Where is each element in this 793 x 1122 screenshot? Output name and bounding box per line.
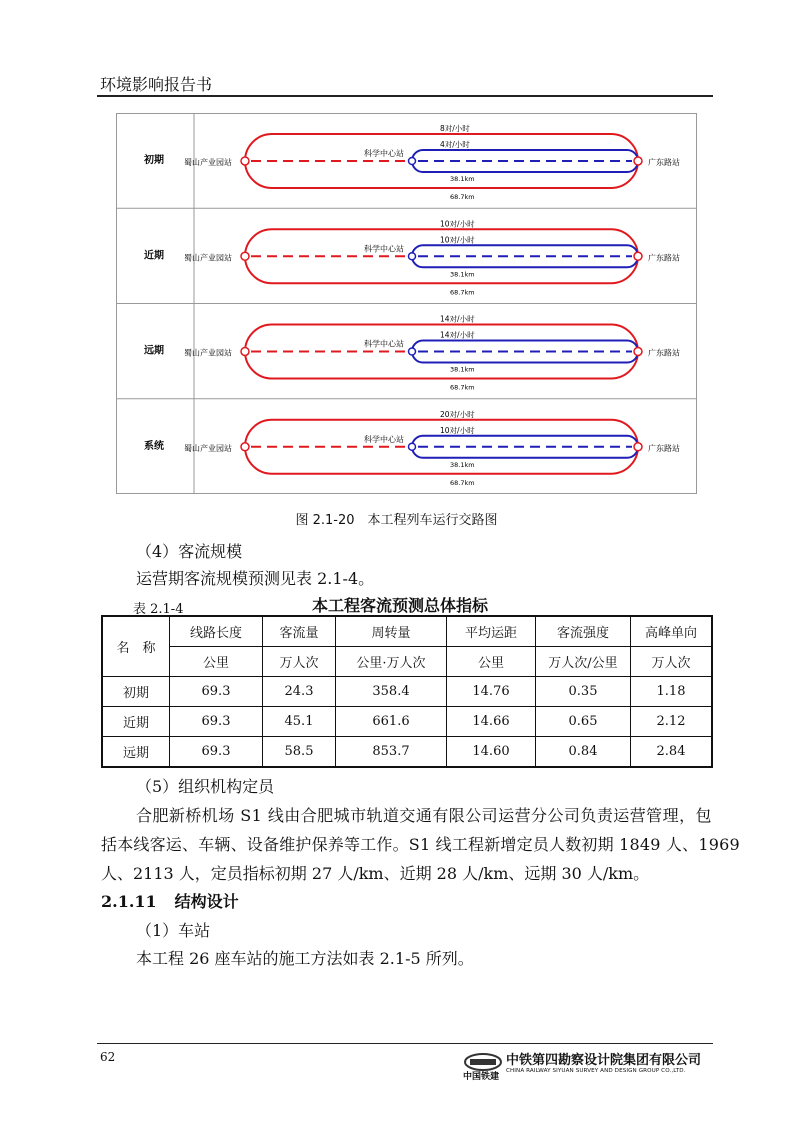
table-cell: 69.3 xyxy=(170,737,263,768)
left-station-label: 蜀山产业园站 xyxy=(184,158,232,167)
inner-route-loop xyxy=(412,245,638,267)
header-cell: 客流强度 xyxy=(536,616,631,647)
section-5-heading: （5）组织机构定员 xyxy=(136,777,275,796)
outer-frequency-label: 20对/小时 xyxy=(440,409,475,419)
table-cell: 853.7 xyxy=(336,737,447,768)
header-cell: 周转量 xyxy=(336,616,447,647)
company-logo xyxy=(463,1048,715,1084)
phase-label: 初期 xyxy=(144,155,164,166)
table-label: 表 2.1-4 xyxy=(133,602,184,617)
table-row xyxy=(102,707,712,737)
table-cell: 358.4 xyxy=(336,677,447,707)
figure-caption: 图 2.1-20 本工程列车运行交路图 xyxy=(295,513,498,528)
unit-cell: 公里·万人次 xyxy=(336,647,447,677)
outer-length-label: 68.7km xyxy=(450,383,475,392)
outer-length-label: 68.7km xyxy=(450,193,475,201)
outer-frequency-label: 10对/小时 xyxy=(440,219,475,229)
station-marker xyxy=(634,348,642,356)
station-marker xyxy=(241,157,249,165)
right-station-label: 广东路站 xyxy=(648,348,680,358)
inner-route-loop xyxy=(412,150,638,172)
left-station-label: 蜀山产业园站 xyxy=(184,253,232,263)
table-cell: 近期 xyxy=(102,707,170,737)
phase-label: 系统 xyxy=(144,440,164,452)
header-cell: 高峰单向 xyxy=(631,616,713,647)
inner-frequency-label: 4对/小时 xyxy=(440,140,470,149)
table-cell: 14.76 xyxy=(447,677,536,707)
page-number: 62 xyxy=(100,1050,116,1064)
station-marker xyxy=(241,252,249,260)
table-cell: 69.3 xyxy=(170,677,263,707)
unit-cell: 公里 xyxy=(170,647,263,677)
header-cell: 线路长度 xyxy=(170,616,263,647)
unit-cell: 万人次 xyxy=(631,647,713,677)
station-marker xyxy=(634,443,642,451)
phase-label: 远期 xyxy=(144,345,164,357)
table-cell: 0.35 xyxy=(536,677,631,707)
table-title: 本工程客流预测总体指标 xyxy=(312,596,489,615)
mid-station-label: 科学中心站 xyxy=(364,434,404,444)
mid-station-label: 科学中心站 xyxy=(364,244,404,254)
outer-length-label: 68.7km xyxy=(450,478,475,487)
ridership-table xyxy=(101,615,713,768)
table-cell: 1.18 xyxy=(631,677,713,707)
table-cell: 14.66 xyxy=(447,707,536,737)
table-cell: 58.5 xyxy=(263,737,336,768)
subsection-text: 本工程 26 座车站的施工方法如表 2.1-5 所列。 xyxy=(136,949,474,968)
right-station-label: 广东路站 xyxy=(648,253,680,263)
station-marker xyxy=(409,348,416,355)
section-4-text: 运营期客流规模预测见表 2.1-4。 xyxy=(136,569,375,588)
header-cell: 客流量 xyxy=(263,616,336,647)
table-cell: 2.12 xyxy=(631,707,713,737)
running-header-title: 环境影响报告书 xyxy=(100,75,213,94)
subsection-heading: （1）车站 xyxy=(136,921,211,940)
station-marker xyxy=(241,348,249,356)
mid-station-label: 科学中心站 xyxy=(364,339,404,349)
mid-station-label: 科学中心站 xyxy=(364,149,404,158)
table-cell: 0.65 xyxy=(536,707,631,737)
section-5-line-3: 人、2113 人，定员指标初期 27 人/km、近期 28 人/km、远期 30 人/km。 xyxy=(101,864,650,883)
company-name-en: CHINA RAILWAY SIYUAN SURVEY AND DESIGN GROUP CO.,LTD. xyxy=(506,1068,686,1074)
unit-cell: 万人次/公里 xyxy=(536,647,631,677)
table-row xyxy=(102,677,712,707)
table-row xyxy=(102,737,712,768)
right-station-label: 广东路站 xyxy=(648,443,680,453)
name-header-cell: 名 称 xyxy=(102,616,170,677)
table-cell: 69.3 xyxy=(170,707,263,737)
company-name-cn: 中铁第四勘察设计院集团有限公司 xyxy=(506,1053,702,1068)
right-station-label: 广东路站 xyxy=(648,158,680,167)
logo-caption: 中国铁建 xyxy=(463,1072,500,1082)
inner-length-label: 38.1km xyxy=(450,365,475,374)
inner-frequency-label: 10对/小时 xyxy=(440,425,475,435)
footer-rule xyxy=(97,1043,713,1044)
unit-cell: 公里 xyxy=(447,647,536,677)
inner-frequency-label: 10对/小时 xyxy=(440,235,475,245)
inner-length-label: 38.1km xyxy=(450,460,475,469)
table-cell: 45.1 xyxy=(263,707,336,737)
station-marker xyxy=(241,443,249,451)
outer-frequency-label: 14对/小时 xyxy=(440,314,475,324)
phase-label: 近期 xyxy=(144,250,164,262)
station-marker xyxy=(409,158,416,165)
unit-cell: 万人次 xyxy=(263,647,336,677)
section-5-line-2: 括本线客运、车辆、设备维护保养等工作。S1 线工程新增定员人数初期 1849 人、1969 xyxy=(101,835,740,854)
table-cell: 14.60 xyxy=(447,737,536,768)
outer-frequency-label: 8对/小时 xyxy=(440,124,470,133)
table-cell: 远期 xyxy=(102,737,170,768)
train-routing-diagram xyxy=(116,113,697,494)
section-number: 2.1.11 xyxy=(101,892,157,911)
left-station-label: 蜀山产业园站 xyxy=(184,443,232,453)
inner-length-label: 38.1km xyxy=(450,270,475,279)
routing-diagram-svg xyxy=(116,113,697,494)
inner-route-loop xyxy=(412,341,638,363)
table-cell: 24.3 xyxy=(263,677,336,707)
station-marker xyxy=(634,157,642,165)
table-unit-row xyxy=(102,647,712,677)
header-cell: 平均运距 xyxy=(447,616,536,647)
left-station-label: 蜀山产业园站 xyxy=(184,348,232,358)
inner-length-label: 38.1km xyxy=(450,175,475,183)
inner-route-loop xyxy=(412,436,638,458)
inner-frequency-label: 14对/小时 xyxy=(440,330,475,340)
station-marker xyxy=(409,253,416,260)
table-cell: 2.84 xyxy=(631,737,713,768)
table-cell: 661.6 xyxy=(336,707,447,737)
section-2-1-11-heading xyxy=(101,889,239,912)
table-header-row xyxy=(102,616,712,647)
section-4-heading: （4）客流规模 xyxy=(136,542,243,561)
table-cell: 0.84 xyxy=(536,737,631,768)
station-marker xyxy=(634,252,642,260)
station-marker xyxy=(409,443,416,450)
table-cell: 初期 xyxy=(102,677,170,707)
header-rule xyxy=(97,95,713,97)
section-title: 结构设计 xyxy=(174,892,239,911)
section-5-line-1: 合肥新桥机场 S1 线由合肥城市轨道交通有限公司运营分公司负责运营管理，包 xyxy=(136,806,712,825)
outer-length-label: 68.7km xyxy=(450,288,475,297)
